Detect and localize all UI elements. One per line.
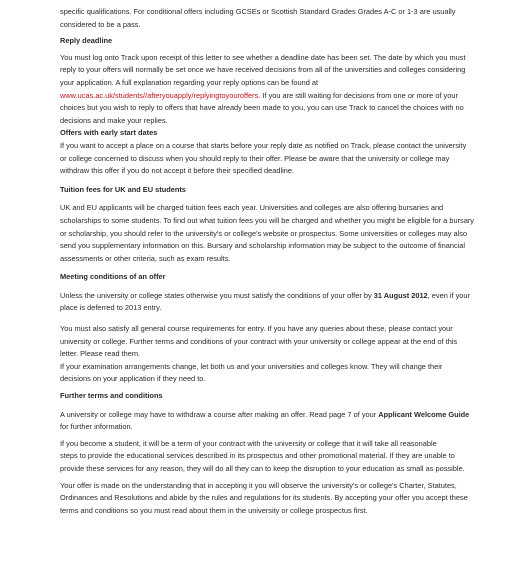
meeting-conditions-paragraph-1: [60, 290, 474, 315]
further-terms-paragraph-2: If you become a student, it will be a term of your contract with the university or college that it will take all reasonable: [60, 438, 437, 448]
meeting-conditions-paragraph-2: You must also satisfy all general course requirements for entry. If you have any queries about these, please contact your university or college. Further terms and conditions of your contract with your university or college appear at the end of this letter. Please read them.: [60, 324, 458, 359]
tuition-paragraph: UK and EU applicants will be charged tuition fees each year. Universities and colleges are also offering bursaries and scholarships to some students. To find out what tuition fees you will be charged and whether you might be eligible for a bursary or scholarship, you should refer to the university's or college's website or prospectus. Some universities or colleges may also send you supplementary information on this. Bursary and scholarship information may be subject to the outcome of financial assessments or other criteria, such as exam results.: [60, 203, 474, 263]
reply-deadline-text-a: You must log onto Track upon receipt of this letter to see whether a deadline date has been set. The date by which you must reply to your offers will normally be set once we have received decisions from all of the universities and colleges considering your application. A full explanation regarding your reply options can be found at: [60, 52, 466, 87]
further-terms-paragraph-4: Your offer is made on the understanding that in accepting it you will observe the university's or college's Charter, Statutes, Ordinances and Resolutions and abide by the rules and regulations for its students. By accepting your offer you accept these terms and conditions so you must read about them in the university or college prospectus first.: [60, 480, 468, 515]
early-start-heading: Offers with early start dates: [60, 128, 158, 138]
tuition-heading: Tuition fees for UK and EU students: [60, 184, 186, 194]
meeting-text-b: , even if your place is deferred to 2013 entry.: [60, 290, 470, 313]
meeting-text-a: Unless the university or college states otherwise you must satisfy the conditions of your offer by: [60, 290, 372, 300]
early-start-paragraph: If you want to accept a place on a course that starts before your reply date as notified on Track, please contact the university or college concerned to discuss when you should reply to their offer. Please be aware that the university or college may withdraw this offer if you do not accept it before their specified deadline.: [60, 140, 467, 176]
meeting-conditions-heading: Meeting conditions of an offer: [60, 272, 166, 282]
meeting-conditions-paragraph-3: If your examination arrangements change, let both us and your universities and colleges know. They will change their decisions on your application if they need to.: [60, 361, 443, 384]
applicant-welcome-guide: Applicant Welcome Guide: [378, 409, 470, 419]
further-terms-paragraph-3: steps to provide the educational services described in its prospectus and other promotional material. If they are unable to provide these services for any reason, they will do all they can to keep the disruption to your education as small as possible.: [60, 451, 465, 473]
further-terms-paragraph-1: [60, 409, 474, 434]
reply-deadline-heading: Reply deadline: [60, 36, 113, 46]
further-text-b: for further information.: [60, 422, 133, 432]
ucas-replying-link[interactable]: www.ucas.ac.uk/students//afteryouapply/replyingtoyouroffers.: [60, 90, 261, 100]
further-text-a: A university or college may have to withdraw a course after making an offer. Read page 7 of your: [60, 409, 377, 419]
reply-deadline-text-b: If you are still waiting for decisions from one or more of your choices but you wish to reply to offers that have already been made to you, you can use Track to cancel the choices with no decisions and make your replies.: [60, 90, 464, 125]
deadline-date: 31 August 2012: [373, 290, 428, 300]
intro-paragraph: specific qualifications. For conditional offers including GCSEs or Scottish Standard Grades Grades A-C or 1-3 are usually considered to be a pass.: [60, 7, 456, 29]
reply-deadline-paragraph: [60, 52, 474, 128]
further-terms-heading: Further terms and conditions: [60, 391, 163, 401]
